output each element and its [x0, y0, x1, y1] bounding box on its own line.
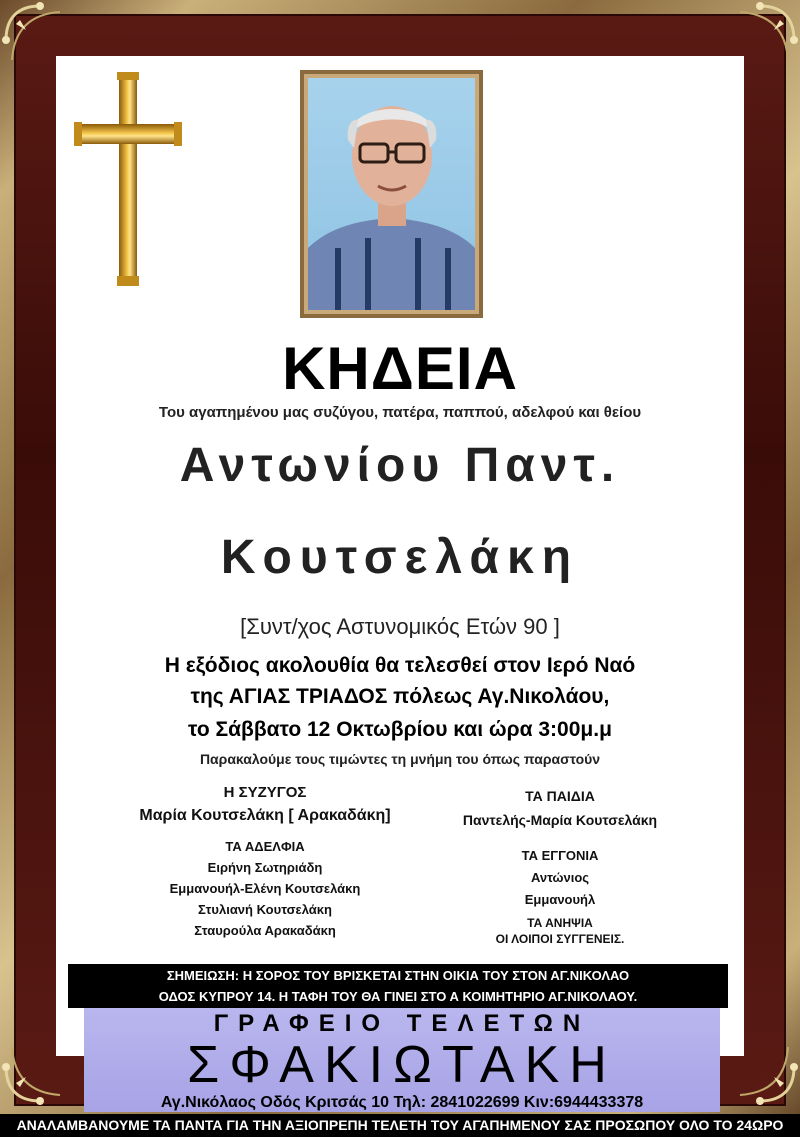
service-line-1: Η εξόδιος ακολουθία θα τελεσθεί στον Ιερό Ναό [164, 654, 636, 677]
grandchild-name: Εμμανουήλ [524, 892, 596, 907]
spouse-label: Η ΣΥΖΥΓΟΣ [223, 784, 307, 801]
spouse-name: Μαρία Κουτσελάκη [ Αρακαδάκη] [139, 807, 391, 824]
portrait-photo [308, 78, 475, 310]
note-line-1: ΣΗΜΕΙΩΣΗ: Η ΣΟΡΟΣ ΤΟΥ ΒΡΙΣΚΕΤΑΙ ΣΤΗΝ ΟΙΚΙΑ ΤΟΥ ΣΤΟΝ ΑΓ.ΝΙΚΟΛΑΟ [166, 968, 630, 983]
attendance-request: Παρακαλούμε τους τιμώντες τη μνήμη του όπως παραστούν [199, 751, 601, 767]
office-name: ΣΦΑΚΙΩΤΑΚΗ [187, 1036, 617, 1094]
cross-icon [74, 72, 182, 286]
sibling-name: Εμμανουήλ-Ελένη Κουτσελάκη [169, 881, 361, 896]
family-left-column [110, 784, 420, 938]
sibling-name: Στυλιανή Κουτσελάκη [198, 902, 332, 917]
service-line-3: το Σάββατο 12 Οκτωβρίου και ώρα 3:00μ.μ [188, 718, 612, 741]
funeral-office-banner [84, 1008, 720, 1112]
portrait-image [308, 78, 475, 310]
siblings-label: ΤΑ ΑΔΕΛΦΙΑ [225, 839, 305, 854]
relatives-label: ΟΙ ΛΟΙΠΟΙ ΣΥΓΓΕΝΕΙΣ. [495, 932, 625, 946]
remains-note [68, 964, 728, 1008]
notice-subtitle: Του αγαπημένου μας συζύγου, πατέρα, παππού, αδελφού και θείου [158, 404, 642, 421]
children-label: ΤΑ ΠΑΙΔΙΑ [525, 788, 595, 804]
office-contact: Αγ.Νικόλαος Οδός Κριτσάς 10 Τηλ: 2841022699 Κιν:6944433378 [160, 1094, 644, 1111]
portrait-frame [300, 70, 483, 318]
deceased-description: [Συντ/χος Αστυνομικός Ετών 90 ] [240, 614, 560, 639]
nephews-label: ΤΑ ΑΝΗΨΙΑ [527, 916, 593, 930]
sibling-name: Σταυρούλα Αρακαδάκη [194, 923, 336, 938]
children-names: Παντελής-Μαρία Κουτσελάκη [462, 812, 658, 828]
deceased-first-name: Αντωνίου Παντ. [179, 439, 621, 492]
grandchild-name: Αντώνιος [530, 870, 590, 885]
note-line-2: ΟΔΟΣ ΚΥΠΡΟΥ 14. Η ΤΑΦΗ ΤΟΥ ΘΑ ΓΙΝΕΙ ΣΤΟ Α ΚΟΙΜΗΤΗΡΙΟ ΑΓ.ΝΙΚΟΛΑΟΥ. [158, 989, 638, 1004]
office-label: ΓΡΑΦΕΙΟ ΤΕΛΕΤΩΝ [213, 1010, 591, 1037]
notice-title: ΚΗΔΕΙΑ [282, 335, 518, 402]
sibling-name: Ειρήνη Σωτηριάδη [207, 860, 323, 875]
deceased-surname: Κουτσελάκη [220, 531, 580, 584]
family-right-column [440, 788, 680, 946]
service-line-2: της ΑΓΙΑΣ ΤΡΙΑΔΟΣ πόλεως Αγ.Νικολάου, [190, 685, 610, 708]
grandchildren-label: ΤΑ ΕΓΓΟΝΙΑ [521, 848, 599, 863]
footer-slogan: ΑΝΑΛΑΜΒΑΝΟΥΜΕ ΤΑ ΠΑΝΤΑ ΓΙΑ ΤΗΝ ΑΞΙΟΠΡΕΠΗ ΤΕΛΕΤΗ ΤΟΥ ΑΓΑΠΗΜΕΝΟΥ ΣΑΣ ΠΡΟΣΩΠΟΥ ΟΛΟ ΤΟ 24ΩΡΟ [0, 1114, 800, 1137]
